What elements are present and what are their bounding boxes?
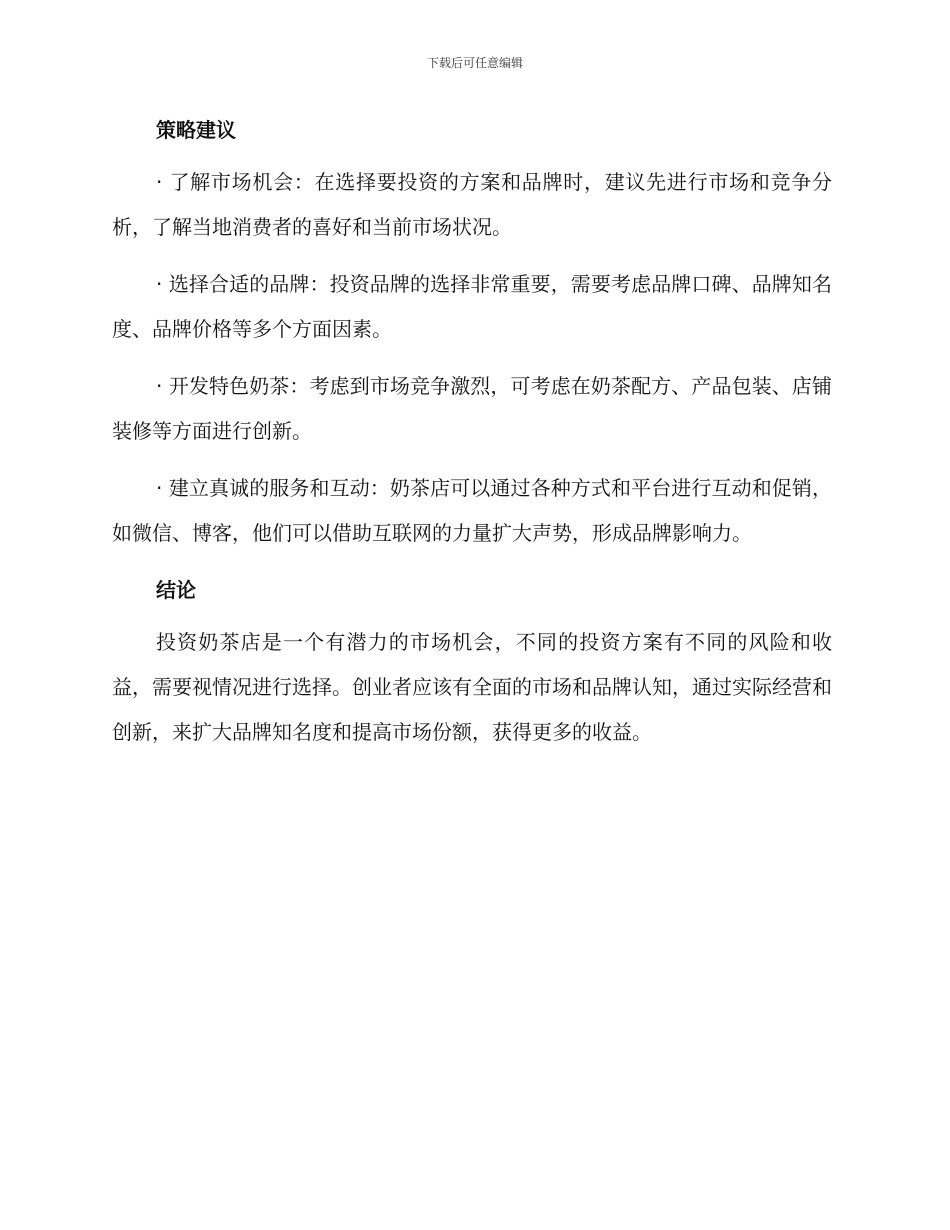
page-header-note: 下载后可任意编辑 [426, 56, 523, 70]
paragraph: · 了解市场机会：在选择要投资的方案和品牌时，建议先进行市场和竞争分析，了解当地消费者的喜好和当前市场状况。 [112, 170, 832, 239]
paragraph: · 建立真诚的服务和互动：奶茶店可以通过各种方式和平台进行互动和促销，如微信、博客，他们可以借助互联网的力量扩大声势，形成品牌影响力。 [112, 476, 832, 545]
paragraph: · 选择合适的品牌：投资品牌的选择非常重要，需要考虑品牌口碑、品牌知名度、品牌价格等多个方面因素。 [112, 272, 832, 341]
paragraph: · 开发特色奶茶：考虑到市场竞争激烈，可考虑在奶茶配方、产品包装、店铺装修等方面进行创新。 [112, 374, 832, 443]
section-heading: 结论 [156, 578, 196, 602]
section-strategy [112, 108, 832, 556]
document-body [112, 108, 832, 767]
section-heading: 策略建议 [156, 118, 236, 142]
paragraph: 投资奶茶店是一个有潜力的市场机会，不同的投资方案有不同的风险和收益，需要视情况进行选择。创业者应该有全面的市场和品牌认知，通过实际经营和创新，来扩大品牌知名度和提高市场份额，获得更多的收益。 [112, 630, 832, 744]
section-conclusion [112, 568, 832, 755]
